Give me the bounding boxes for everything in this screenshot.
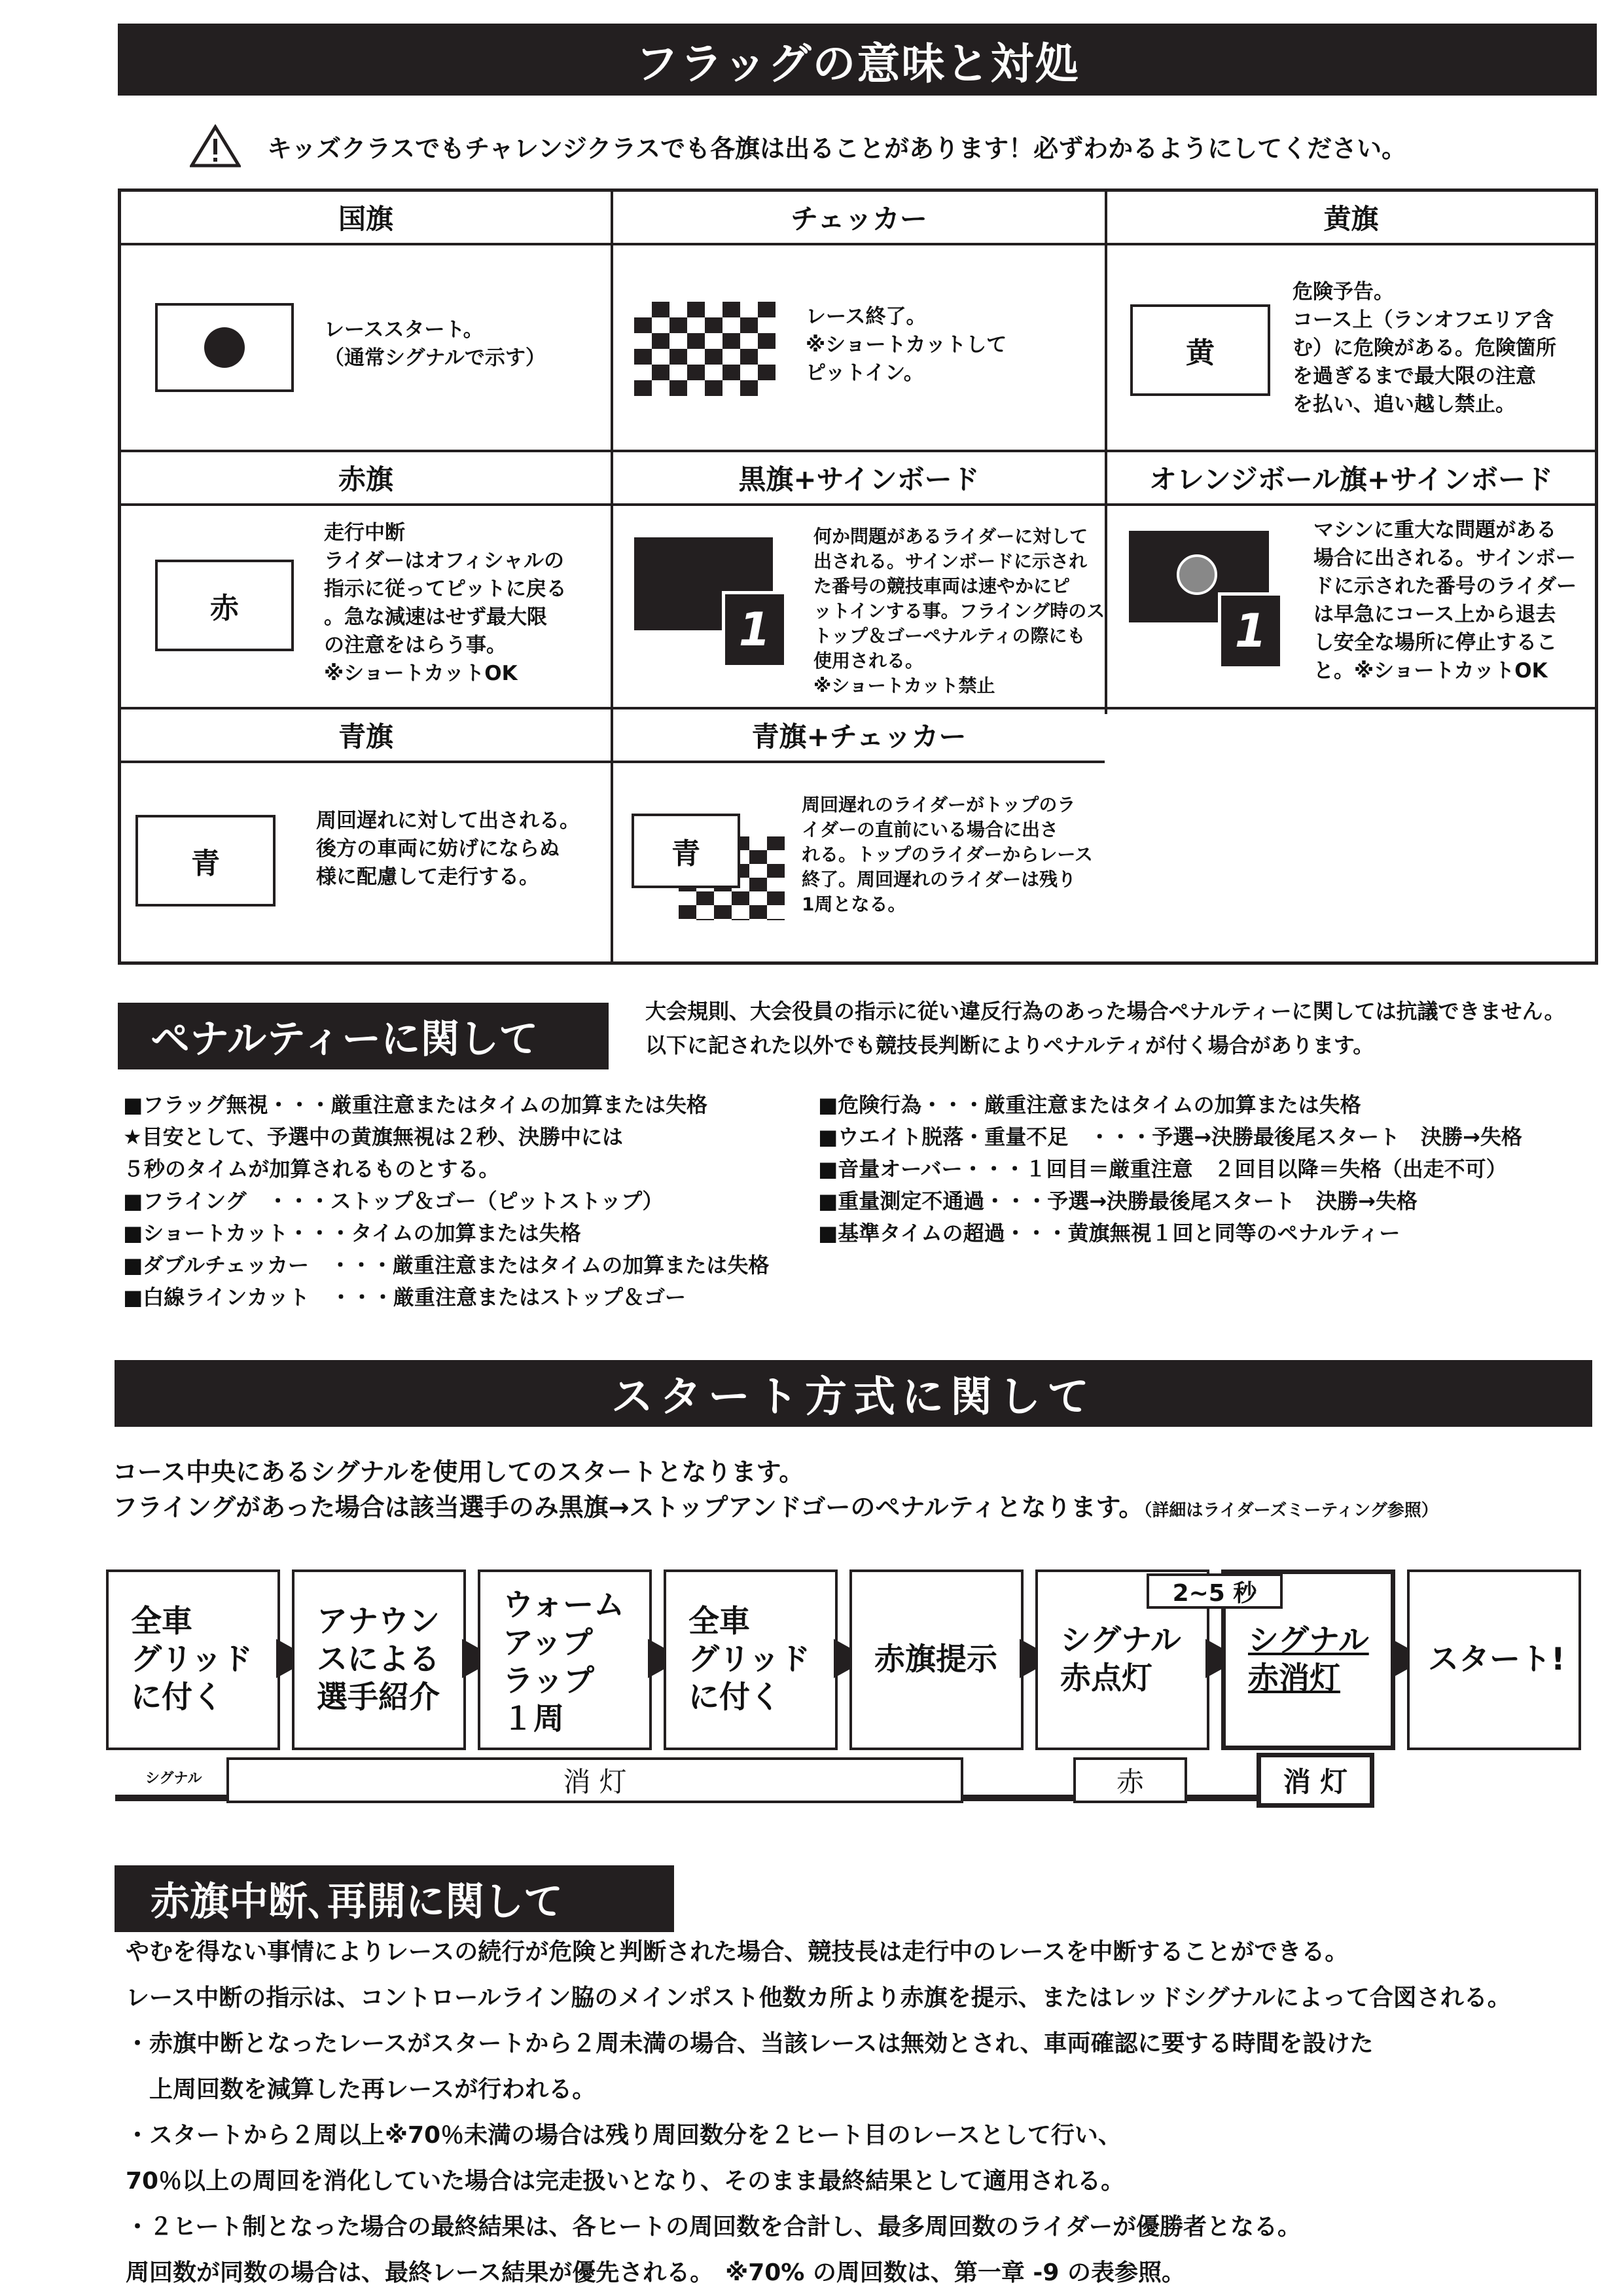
blue-checker-desc: 周回遅れのライダーがトップのラ イダーの直前にいる場合に出さ れる。トップのライダーからレース 終了。周回遅れのライダーは残り 1周となる。	[802, 794, 1093, 915]
step-announce: アナウン スによる 選手紹介	[292, 1570, 466, 1750]
orange-ball-flag-desc: マシンに重大な問題がある 場合に出される。サインボー ドに示された番号のライダー は早急にコース上から退去 し安全な場所に停止するこ と。※ショートカットOK	[1313, 518, 1577, 683]
penalty-list-right: ■危険行為・・・厳重注意またはタイムの加算または失格 ■ウエイト脱落・重量不足 ・・・予選→決勝最後尾スタート 決勝→失格 ■音量オーバー・・・１回目＝厳重注意 ２回目以降＝失格（出走不可） ■重量測定不通過・・・予選→決勝最後尾スタート 決勝→失格 ■基準タイムの超過・・・黄旗無視１回と同等のペナルティー	[818, 1092, 1522, 1246]
step-start: スタート!	[1407, 1570, 1581, 1750]
penalty-list-left: ■フラッグ無視・・・厳重注意またはタイムの加算または失格 ★目安として、予選中の黄旗無視は２秒、決勝中には ５秒のタイムが加算されるものとする。 ■フライング ・・・ストップ＆ゴー（ピットストップ） ■ショートカット・・・タイムの加算または失格 ■ダブルチェッカー ・・・厳重注意またはタイムの加算または失格 ■白線ラインカット ・・・厳重注意またはストップ＆ゴー	[123, 1092, 770, 1310]
penalty-note-1: 大会規則、大会役員の指示に従い違反行為のあった場合ペナルティーに関しては抗議できません。	[645, 999, 1565, 1024]
redflag-line-3: ・赤旗中断となったレースがスタートから２周未満の場合、当該レースは無効とされ、車両確認に要する時間を設けた	[126, 2030, 1374, 2057]
warning-notice	[190, 124, 1406, 168]
yellow-flag-desc: 危険予告。 コース上（ランオフエリア含 む）に危険がある。危険箇所 を過ぎるまで最大限の注意 を払い、追い越し禁止。	[1293, 280, 1556, 416]
blue-flag-icon: 青	[632, 814, 740, 888]
header-orange-ball-flag: オレンジボール旗+サインボード	[1107, 452, 1595, 506]
penalty-section-title: ペナルティーに関して	[118, 1003, 609, 1069]
step-warmup: ウォーム アップ ラップ １周	[478, 1570, 652, 1750]
warning-text: キッズクラスでもチャレンジクラスでも各旗は出ることがあります！必ずわかるようにしてください。	[267, 134, 1407, 163]
redflag-line-8: 周回数が同数の場合は、最終レース結果が優先される。 ※70% の周回数は、第一章 -9 の表参照。	[126, 2259, 1185, 2286]
step-grid-1: 全車 グリッド に付く	[106, 1570, 280, 1750]
step-grid-2: 全車 グリッド に付く	[664, 1570, 838, 1750]
penalty-note-2: 以下に記された以外でも競技長判断によりペナルティが付く場合があります。	[645, 1033, 1374, 1058]
redflag-line-6: 70％以上の周回を消化していた場合は完走扱いとなり、そのまま最終結果として適用される。	[126, 2168, 1125, 2195]
redflag-line-7: ・２ヒート制となった場合の最終結果は、各ヒートの周回数を合計し、最多周回数のライダーが優勝者となる。	[126, 2214, 1302, 2240]
header-blue-flag: 青旗	[121, 709, 611, 763]
redflag-section-title: 赤旗中断､再開に関して	[115, 1865, 674, 1932]
timer-label: 2~5 秒	[1147, 1573, 1283, 1609]
signal-off-bar-2: 消 灯	[1257, 1753, 1374, 1808]
start-text-2: フライングがあった場合は該当選手のみ黒旗→ストップアンドゴーのペナルティとなります。	[113, 1493, 1144, 1522]
header-black-flag: 黒旗+サインボード	[613, 452, 1105, 506]
yellow-flag-icon: 黄	[1130, 304, 1270, 396]
header-checker-flag: チェッカー	[613, 192, 1105, 245]
black-flag-desc: 何か問題があるライダーに対して 出される。サインボードに示され た番号の競技車両は速やかにピ ットインする事。フライング時のス トップ＆ゴーペナルティの際にも 使用される。 ※ショートカット禁止	[813, 526, 1105, 696]
header-yellow-flag: 黄旗	[1107, 192, 1595, 245]
start-text-1: コース中央にあるシグナルを使用してのスタートとなります。	[113, 1458, 804, 1486]
step-signal-off: シグナル 赤消灯	[1221, 1570, 1395, 1750]
orange-ball-icon	[1177, 554, 1217, 595]
redflag-line-2: レース中断の指示は、コントロールライン脇のメインポスト他数カ所より赤旗を提示、またはレッドシグナルによって合図される。	[126, 1984, 1511, 2011]
redflag-line-5: ・スタートから２周以上※70％未満の場合は残り周回数分を２ヒート目のレースとして行い、	[126, 2122, 1122, 2149]
signboard-number: 1	[722, 591, 787, 668]
start-text-2-wrap	[113, 1487, 1438, 1523]
national-flag-icon	[155, 303, 294, 392]
flags-section-title: フラッグの意味と対処	[118, 24, 1597, 96]
red-flag-desc: 走行中断 ライダーはオフィシャルの 指示に従ってピットに戻る 。急な減速はせず最大限 の注意をはらう事。 ※ショートカットOK	[324, 521, 567, 685]
signboard-number: 1	[1218, 592, 1283, 670]
red-flag-icon: 赤	[155, 560, 294, 651]
blue-flag-icon: 青	[135, 815, 276, 906]
step-red-flag: 赤旗提示	[849, 1570, 1024, 1750]
redflag-line-1: やむを得ない事情によりレースの続行が危険と判断された場合、競技長は走行中のレースを中断することができる。	[126, 1939, 1349, 1965]
flag-table	[118, 188, 1598, 965]
signal-label: シグナル	[145, 1770, 202, 1787]
start-section-title: スタート方式に関して	[115, 1360, 1592, 1427]
start-text-2-note: （詳細はライダーズミーティング参照）	[1143, 1501, 1438, 1520]
signal-off-bar: 消 灯	[226, 1757, 963, 1803]
step-signal-on: シグナル 赤点灯	[1035, 1570, 1209, 1750]
checker-flag-icon	[634, 302, 776, 396]
blue-flag-desc: 周回遅れに対して出される。 後方の車両に妨げにならぬ 様に配慮して走行する。	[316, 809, 580, 889]
national-flag-desc: レーススタート。 （通常シグナルで示す）	[324, 318, 546, 370]
header-blue-checker: 青旗+チェッカー	[613, 709, 1105, 763]
warning-icon	[190, 124, 241, 168]
header-red-flag: 赤旗	[121, 452, 611, 506]
signal-red-bar: 赤	[1073, 1757, 1187, 1803]
checker-flag-desc: レース終了。 ※ショートカットして ピットイン。	[806, 305, 1007, 385]
header-national-flag: 国旗	[121, 192, 611, 245]
redflag-line-4: 上周回数を減算した再レースが行われる。	[126, 2076, 596, 2103]
